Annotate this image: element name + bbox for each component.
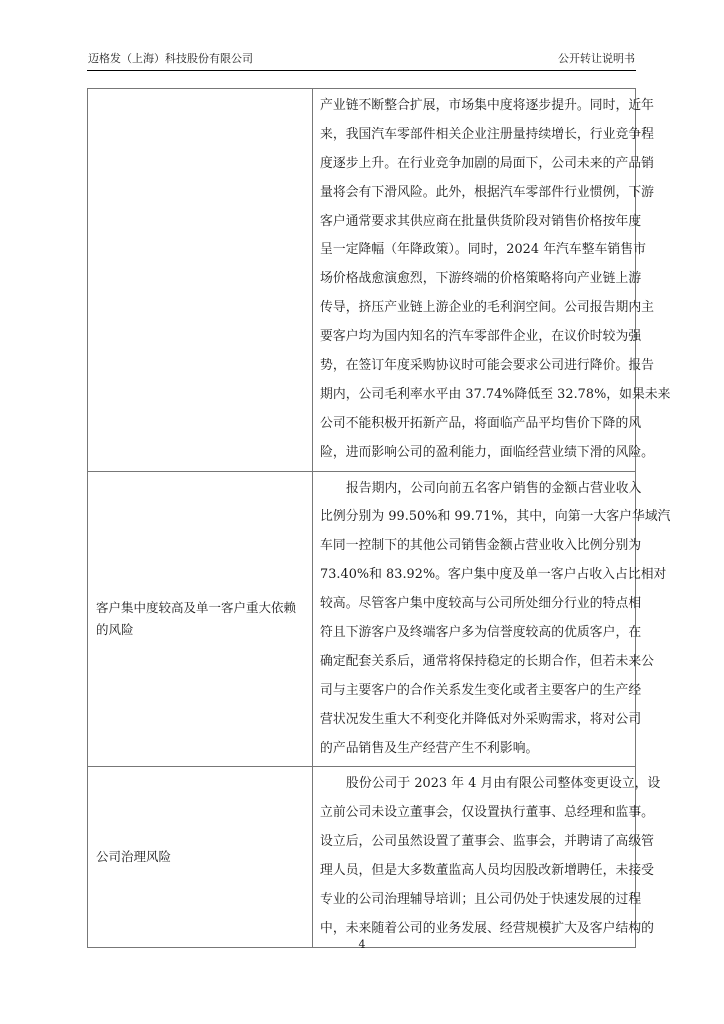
risk-description-line: 中，未来随着公司的业务发展、经营规模扩大及客户结构的 (320, 920, 655, 936)
header-document-title: 公开转让说明书 (558, 52, 635, 65)
risk-description-line: 确定配套关系后，通常将保持稳定的长期合作，但若未来公 (320, 653, 655, 669)
risk-description-line: 客户通常要求其供应商在批量供货阶段对销售价格按年度 (320, 213, 642, 229)
risk-description-line: 较高。尽管客户集中度较高与公司所处细分行业的特点相 (320, 596, 642, 612)
risk-description-line: 报告期内，公司向前五名客户销售的金额占营业收入 (346, 480, 642, 496)
risk-name: 公司治理风险 (96, 849, 172, 865)
risk-description-cell (313, 471, 671, 767)
risk-row-market (88, 89, 636, 472)
risk-name-cell (88, 471, 313, 767)
risk-name-cell (88, 767, 313, 947)
risk-description-line: 要客户均为国内知名的汽车零部件企业，在议价时较为强 (320, 329, 642, 345)
risk-description-line: 势，在签订年度采购协议时可能会要求公司进行降价。报告 (320, 358, 655, 374)
risk-description-line: 期内，公司毛利率水平由 37.74%降低至 32.78%，如果未来 (320, 386, 671, 402)
risk-description-line: 来，我国汽车零部件相关企业注册量持续增长，行业竞争程 (320, 126, 655, 142)
header-divider (87, 70, 636, 71)
risk-description-line: 设立后，公司虽然设置了董事会、监事会，并聘请了高级管 (320, 834, 655, 850)
risk-description-line: 理人员，但是大多数董监高人员均因股改新增聘任，未接受 (320, 863, 655, 879)
risk-description-cell (313, 89, 671, 472)
page-header (88, 50, 635, 68)
risk-description-line: 量将会有下滑风险。此外，根据汽车零部件行业惯例，下游 (320, 184, 655, 200)
risk-row-customer-concentration (88, 471, 636, 767)
risk-table (87, 88, 671, 948)
risk-description-line: 车同一控制下的其他公司销售金额占营业收入比例分别为 (320, 538, 642, 554)
risk-description-line: 呈一定降幅（年降政策）。同时，2024 年汽车整车销售市 (320, 242, 646, 258)
header-company-name: 迈格发（上海）科技股份有限公司 (88, 52, 253, 65)
risk-description-line: 司与主要客户的合作关系发生变化或者主要客户的生产经 (320, 682, 642, 698)
risk-description-line: 产业链不断整合扩展，市场集中度将逐步提升。同时，近年 (320, 98, 655, 113)
risk-description-line: 的产品销售及生产经营产生不利影响。 (320, 740, 539, 756)
risk-description-line: 传导，挤压产业链上游企业的毛利润空间。公司报告期内主 (320, 300, 655, 316)
risk-description-line: 专业的公司治理辅导培训；且公司仍处于快速发展的过程 (320, 892, 642, 908)
risk-name-cell (88, 89, 313, 472)
risk-description-line: 比例分别为 99.50%和 99.71%，其中，向第一大客户华域汽 (320, 509, 671, 525)
risk-description-line: 度逐步上升。在行业竞争加剧的局面下，公司未来的产品销 (320, 155, 655, 171)
risk-description-line: 公司不能积极开拓新产品，将面临产品平均售价下降的风 (320, 415, 642, 431)
risk-description-line: 符且下游客户及终端客户多为信誉度较高的优质客户，在 (320, 625, 642, 641)
risk-description-line: 73.40%和 83.92%。客户集中度及单一客户占收入占比相对 (320, 567, 667, 583)
risk-description-cell (313, 767, 661, 947)
risk-description-line: 营状况发生重大不利变化并降低对外采购需求，将对公司 (320, 711, 642, 727)
risk-description-line: 场价格战愈演愈烈，下游终端的价格策略将向产业链上游 (320, 271, 642, 287)
page-number: 4 (358, 938, 366, 951)
risk-name: 客户集中度较高及单一客户重大依赖的风险 (96, 600, 297, 638)
risk-row-governance (88, 767, 636, 947)
risk-description-line: 险，进而影响公司的盈利能力，面临经营业绩下滑的风险。 (320, 444, 655, 460)
risk-description-line: 股份公司于 2023 年 4 月由有限公司整体变更设立，设 (346, 776, 661, 792)
risk-description-line: 立前公司未设立董事会，仅设置执行董事、总经理和监事。 (320, 805, 655, 821)
